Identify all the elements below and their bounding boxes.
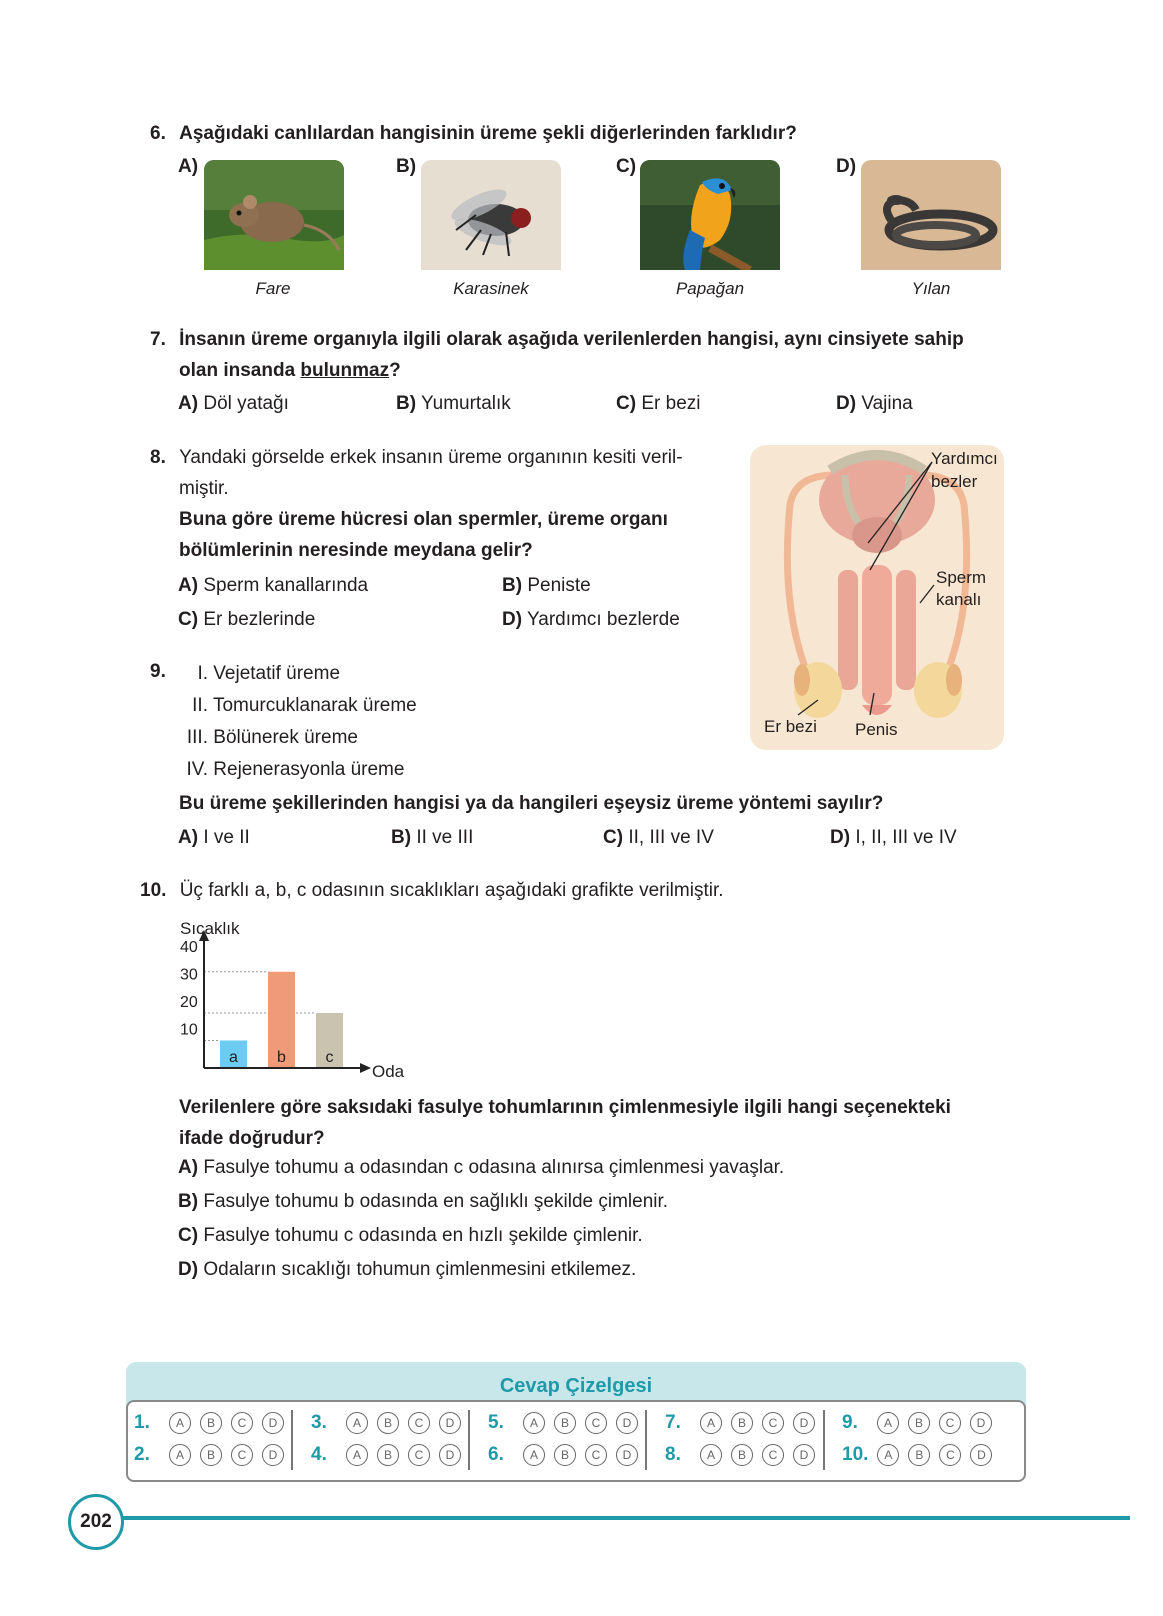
mouse-image xyxy=(204,160,344,270)
q10-option-d-text: Odaların sıcaklığı tohumun çimlenmesini etkilemez. xyxy=(203,1259,637,1280)
answer-row xyxy=(134,1444,284,1466)
q7-option-d-letter: D) xyxy=(836,393,857,414)
q8-option-a-letter: A) xyxy=(178,575,199,596)
q9-option-a-letter: A) xyxy=(178,827,199,848)
answer-bubble-b[interactable]: B xyxy=(731,1444,753,1466)
q7-option-a[interactable] xyxy=(178,393,289,415)
answer-row xyxy=(311,1444,461,1466)
q6-option-a-label[interactable]: A) xyxy=(178,156,199,177)
q8-option-a[interactable] xyxy=(178,575,368,597)
q8-option-d[interactable] xyxy=(502,609,680,631)
answer-bubble-d[interactable]: D xyxy=(439,1444,461,1466)
q9-item-2-text: Tomurcuklanarak üreme xyxy=(212,695,417,716)
q10-question-line2: ifade doğrudur? xyxy=(179,1128,325,1149)
q7-option-d-text: Vajina xyxy=(861,393,913,414)
q8-option-b-text: Peniste xyxy=(527,575,591,596)
chart-x-label: Oda xyxy=(372,1062,405,1081)
answer-bubble-c[interactable]: C xyxy=(939,1412,961,1434)
q8-option-c-letter: C) xyxy=(178,609,199,630)
answer-bubble-a[interactable]: A xyxy=(700,1444,722,1466)
q9-option-d-letter: D) xyxy=(830,827,851,848)
q9-item-2-roman: II. xyxy=(192,695,208,716)
q6-question xyxy=(150,118,797,149)
answer-row xyxy=(134,1412,284,1434)
answer-row xyxy=(842,1444,992,1466)
answer-bubble-d[interactable]: D xyxy=(616,1444,638,1466)
q7-option-c-letter: C) xyxy=(616,393,637,414)
q7-question-line2 xyxy=(179,355,401,386)
footer-line xyxy=(100,1516,1130,1520)
category-label-a: a xyxy=(229,1049,238,1066)
q7-option-b-letter: B) xyxy=(396,393,417,414)
answer-bubble-c[interactable]: C xyxy=(585,1412,607,1434)
q7-underlined-word: bulunmaz xyxy=(300,360,390,381)
q6-option-b-label[interactable]: B) xyxy=(396,156,417,177)
answer-bubble-b[interactable]: B xyxy=(554,1412,576,1434)
page-number-text: 202 xyxy=(80,1511,112,1532)
answer-bubble-a[interactable]: A xyxy=(346,1444,368,1466)
x-axis-arrow-icon xyxy=(360,1063,371,1073)
answer-bubble-d[interactable]: D xyxy=(970,1412,992,1434)
answer-row xyxy=(665,1444,815,1466)
label-sperm: Sperm xyxy=(936,568,987,587)
answer-bubble-c[interactable]: C xyxy=(408,1412,430,1434)
y-tick-label: 20 xyxy=(180,994,198,1011)
page-number xyxy=(68,1494,124,1550)
answer-bubble-a[interactable]: A xyxy=(523,1412,545,1434)
q10-option-b-letter: B) xyxy=(178,1191,199,1212)
q8-intro xyxy=(150,442,683,473)
answer-bubble-a[interactable]: A xyxy=(877,1412,899,1434)
category-label-b: b xyxy=(277,1049,286,1066)
q9-option-b[interactable] xyxy=(391,827,473,849)
q10-number: 10. xyxy=(140,880,167,901)
answer-bubble-a[interactable]: A xyxy=(169,1444,191,1466)
fly-image xyxy=(421,160,561,270)
answer-bubble-d[interactable]: D xyxy=(793,1444,815,1466)
q7-option-a-text: Döl yatağı xyxy=(203,393,289,414)
q7-question-mark: ? xyxy=(389,360,401,381)
answer-bubble-a[interactable]: A xyxy=(346,1412,368,1434)
q8-option-d-text: Yardımcı bezlerde xyxy=(527,609,680,630)
q10-option-d[interactable] xyxy=(178,1259,636,1281)
answer-divider xyxy=(468,1410,470,1470)
q10-intro-text: Üç farklı a, b, c odasının sıcaklıkları aşağıdaki grafikte verilmiştir. xyxy=(179,880,724,901)
answer-number: 10. xyxy=(842,1444,869,1466)
category-label-c: c xyxy=(325,1049,334,1066)
q8-option-c-text: Er bezlerinde xyxy=(203,609,316,630)
q10-question-line1: Verilenlere göre saksıdaki fasulye tohumlarının çimlenmesiyle ilgili hangi seçenekteki xyxy=(179,1097,951,1118)
q7-option-d[interactable] xyxy=(836,393,913,415)
q9-items xyxy=(178,658,417,786)
answer-bubble-b[interactable]: B xyxy=(908,1412,930,1434)
answer-bubble-b[interactable]: B xyxy=(554,1444,576,1466)
q10-intro xyxy=(140,875,724,906)
answer-sheet-title: Cevap Çizelgesi xyxy=(499,1375,653,1397)
q7-option-b-text: Yumurtalık xyxy=(421,393,511,414)
q7-option-a-letter: A) xyxy=(178,393,199,414)
q9-option-c-letter: C) xyxy=(603,827,624,848)
answer-bubble-a[interactable]: A xyxy=(700,1412,722,1434)
q9-option-b-text: II ve III xyxy=(416,827,474,848)
answer-number: 3. xyxy=(311,1412,327,1434)
q8-question-line1: Buna göre üreme hücresi olan spermler, üreme organı xyxy=(179,509,668,530)
answer-bubble-c[interactable]: C xyxy=(762,1412,784,1434)
answer-number: 1. xyxy=(134,1412,150,1434)
q10-option-d-letter: D) xyxy=(178,1259,199,1280)
answer-divider xyxy=(291,1410,293,1470)
answer-number: 4. xyxy=(311,1444,327,1466)
answer-divider xyxy=(645,1410,647,1470)
q9-option-b-letter: B) xyxy=(391,827,412,848)
q9-item-3-roman: III. xyxy=(186,727,208,748)
q9-item-4 xyxy=(178,754,417,786)
q7-option-c[interactable] xyxy=(616,393,700,415)
answer-bubble-c[interactable]: C xyxy=(939,1444,961,1466)
q8-number: 8. xyxy=(150,447,166,468)
answer-row xyxy=(488,1412,638,1434)
q9-item-1 xyxy=(178,658,417,690)
y-tick-label: 30 xyxy=(180,966,198,984)
q10-option-c[interactable] xyxy=(178,1225,643,1247)
q7-number: 7. xyxy=(150,329,166,350)
q9-question: Bu üreme şekillerinden hangisi ya da hangileri eşeysiz üreme yöntemi sayılır? xyxy=(179,793,884,814)
answer-bubble-c[interactable]: C xyxy=(408,1444,430,1466)
q7-text-line2: olan insanda xyxy=(179,360,296,381)
answer-number: 8. xyxy=(665,1444,681,1466)
q6-option-c-label[interactable]: C) xyxy=(616,156,637,177)
q8-intro-line1: Yandaki görselde erkek insanın üreme organının kesiti veril- xyxy=(179,447,683,468)
caption-papagan: Papağan xyxy=(675,279,745,298)
answer-divider xyxy=(823,1410,825,1470)
answer-bubble-b[interactable]: B xyxy=(377,1444,399,1466)
q8-option-b[interactable] xyxy=(502,575,591,597)
answer-bubble-a[interactable]: A xyxy=(877,1444,899,1466)
answer-bubble-d[interactable]: D xyxy=(616,1412,638,1434)
q10-option-b-text: Fasulye tohumu b odasında en sağlıklı şekilde çimlenir. xyxy=(203,1191,669,1212)
temperature-chart xyxy=(170,912,430,1087)
answer-bubble-b[interactable]: B xyxy=(377,1412,399,1434)
q9-number: 9. xyxy=(150,661,166,682)
answer-bubble-b[interactable]: B xyxy=(200,1412,222,1434)
q8-option-d-letter: D) xyxy=(502,609,523,630)
snake-image xyxy=(861,160,1001,270)
q6-option-d-label[interactable]: D) xyxy=(836,156,857,177)
chart-svg xyxy=(170,912,430,1087)
answer-bubble-d[interactable]: D xyxy=(439,1412,461,1434)
q10-option-c-text: Fasulye tohumu c odasında en hızlı şekilde çimlenir. xyxy=(203,1225,643,1246)
y-tick-label: 10 xyxy=(180,1021,198,1039)
q10-option-a[interactable] xyxy=(178,1157,784,1179)
answer-bubble-c[interactable]: C xyxy=(762,1444,784,1466)
q10-option-a-letter: A) xyxy=(178,1157,199,1178)
answer-number: 9. xyxy=(842,1412,858,1434)
q7-text-line1: İnsanın üreme organıyla ilgili olarak aşağıda verilenlerden hangisi, aynı cinsiyete sahip xyxy=(179,329,964,350)
q9-item-4-text: Rejenerasyonla üreme xyxy=(213,759,405,780)
label-penis: Penis xyxy=(855,720,898,739)
label-bezler: bezler xyxy=(931,472,978,491)
q9-option-a-text: I ve II xyxy=(203,827,250,848)
answer-number: 6. xyxy=(488,1444,504,1466)
answer-bubble-b[interactable]: B xyxy=(908,1444,930,1466)
q7-option-c-text: Er bezi xyxy=(641,393,701,414)
answer-row xyxy=(311,1412,461,1434)
q9-option-d[interactable] xyxy=(830,827,957,849)
q9-item-1-text: Vejetatif üreme xyxy=(213,663,341,684)
reproductive-organ-diagram xyxy=(750,445,1004,750)
q9-item-3 xyxy=(178,722,417,754)
parrot-image xyxy=(640,160,780,270)
q8-intro-line2: miştir. xyxy=(179,478,229,499)
q8-option-c[interactable] xyxy=(178,609,315,631)
answer-bubble-d[interactable]: D xyxy=(262,1412,284,1434)
answer-bubble-b[interactable]: B xyxy=(731,1412,753,1434)
q9-item-2 xyxy=(178,690,417,722)
answer-bubble-b[interactable]: B xyxy=(200,1444,222,1466)
caption-fare: Fare xyxy=(255,279,291,298)
answer-number: 5. xyxy=(488,1412,504,1434)
answer-row xyxy=(842,1412,992,1434)
q9-item-3-text: Bölünerek üreme xyxy=(213,727,358,748)
q9-item-4-roman: IV. xyxy=(186,759,208,780)
label-er-bezi: Er bezi xyxy=(764,717,817,736)
q7-option-b[interactable] xyxy=(396,393,511,415)
answer-bubble-d[interactable]: D xyxy=(970,1444,992,1466)
answer-bubble-d[interactable]: D xyxy=(262,1444,284,1466)
q9-option-c[interactable] xyxy=(603,827,714,849)
answer-number: 7. xyxy=(665,1412,681,1434)
answer-row xyxy=(488,1444,638,1466)
label-yardimci: Yardımcı xyxy=(931,449,998,468)
answer-number: 2. xyxy=(134,1444,150,1466)
q6-text: Aşağıdaki canlılardan hangisinin üreme şekli diğerlerinden farklıdır? xyxy=(179,123,797,144)
answer-bubble-c[interactable]: C xyxy=(231,1412,253,1434)
answer-bubble-d[interactable]: D xyxy=(793,1412,815,1434)
q9-option-c-text: II, III ve IV xyxy=(628,827,714,848)
q6-number: 6. xyxy=(150,123,166,144)
q9-option-a[interactable] xyxy=(178,827,250,849)
q8-option-a-text: Sperm kanallarında xyxy=(203,575,369,596)
q10-option-b[interactable] xyxy=(178,1191,668,1213)
answer-bubble-a[interactable]: A xyxy=(169,1412,191,1434)
q9-option-d-text: I, II, III ve IV xyxy=(855,827,957,848)
answer-row xyxy=(665,1412,815,1434)
chart-y-label: Sıcaklık xyxy=(180,919,240,938)
q8-question-line2: bölümlerinin neresinde meydana gelir? xyxy=(179,540,533,561)
q10-option-c-letter: C) xyxy=(178,1225,199,1246)
answer-bubble-c[interactable]: C xyxy=(231,1444,253,1466)
caption-yilan: Yılan xyxy=(911,279,951,298)
y-tick-label: 40 xyxy=(180,939,198,956)
answer-bubble-c[interactable]: C xyxy=(585,1444,607,1466)
q8-option-b-letter: B) xyxy=(502,575,523,596)
q9-item-1-roman: I. xyxy=(197,663,208,684)
q10-option-a-text: Fasulye tohumu a odasından c odasına alınırsa çimlenmesi yavaşlar. xyxy=(203,1157,785,1178)
q7-question xyxy=(150,324,1020,355)
answer-bubble-a[interactable]: A xyxy=(523,1444,545,1466)
caption-karasinek: Karasinek xyxy=(453,279,529,298)
label-kanali: kanalı xyxy=(936,590,982,609)
